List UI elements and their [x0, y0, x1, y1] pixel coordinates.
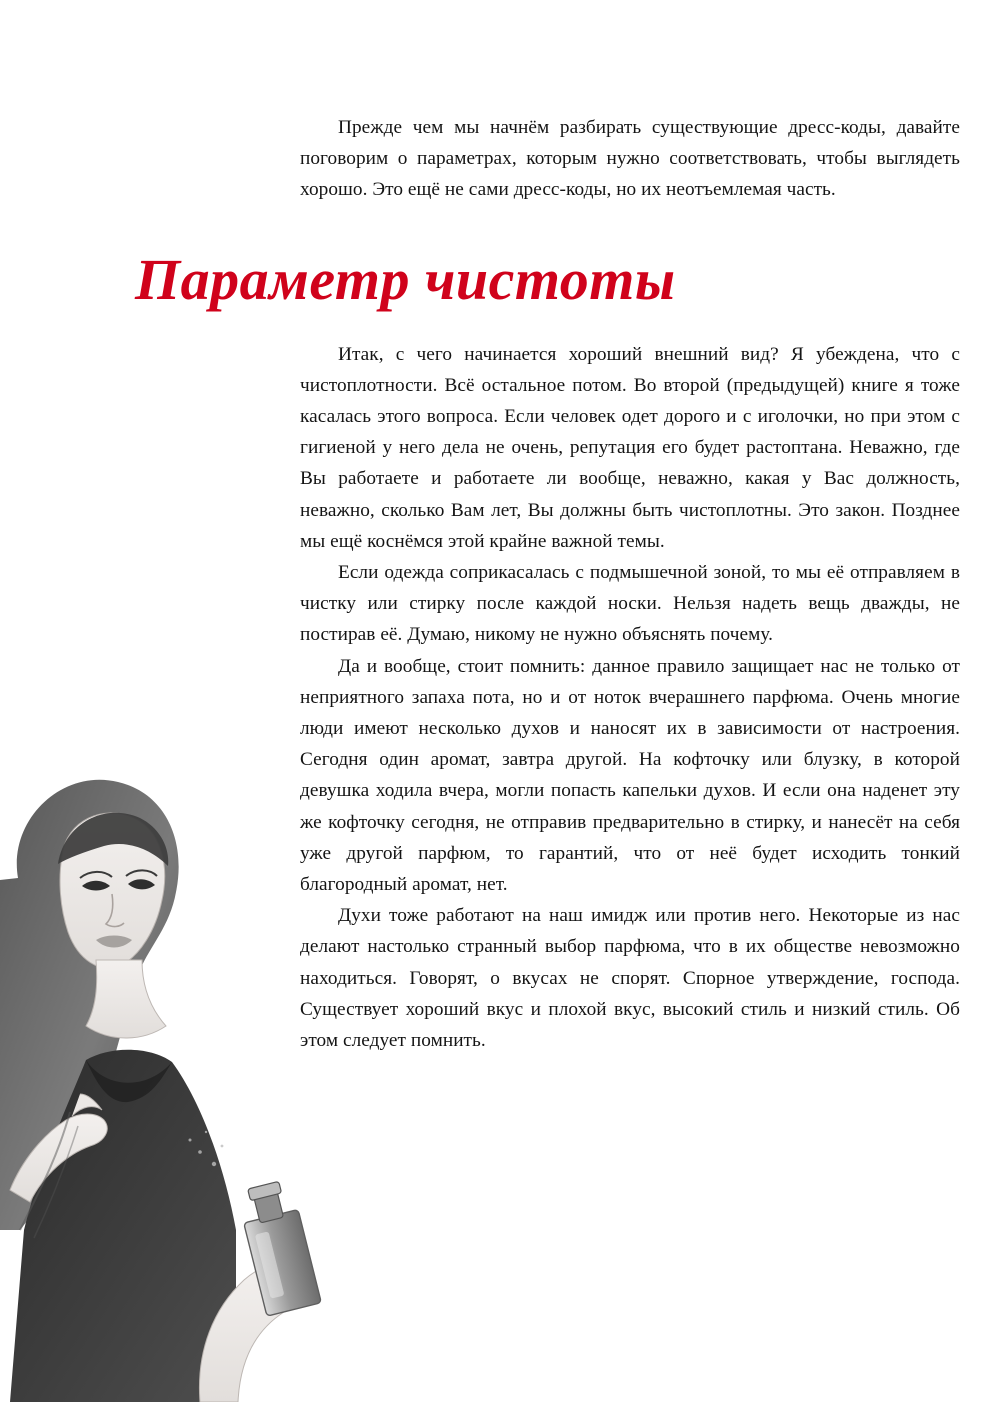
body-text [300, 339, 960, 1057]
body-paragraph: Итак, с чего начинается хороший внешний вид? Я убеждена, что с чистоплотности. Всё остальное потом. Во второй (предыдущей) книге я тоже касалась этого вопроса. Если человек одет дорого и с иголочки, но при этом с гигиеной у него дела не очень, репутация его будет растоптана. Неважно, где Вы работаете и работаете ли вообще, неважно, какая у Вас должность, неважно, сколько Вам лет, Вы должны быть чистоплотны. Это закон. Позднее мы ещё коснёмся этой крайне важной темы. [300, 343, 960, 552]
page-title: Параметр чистоты [135, 246, 676, 312]
intro-paragraph: Прежде чем мы начнём разбирать существующие дресс-коды, давайте поговорим о параметрах, которым нужно соответствовать, чтобы выглядеть хорошо. Это ещё не сами дресс-коды, но их неотъемлемая часть. [300, 117, 960, 201]
body-paragraph: Духи тоже работают на наш имидж или против него. Некоторые из нас делают настолько странный выбор парфюма, что в их обществе невозможно находиться. Говорят, о вкусах не спорят. Спорное утверждение, господа. Существует хороший вкус и плохой вкус, высокий стиль и низкий стиль. Об этом следует помнить. [300, 905, 960, 1051]
text-column [135, 112, 960, 1056]
woman-spraying-perfume-illustration [0, 760, 330, 1402]
body-paragraph: Если одежда соприкасалась с подмышечной зоной, то мы её отправляем в чистку или стирку после каждой носки. Нельзя надеть вещь дважды, не постирав её. Думаю, никому не нужно объяснять почему. [300, 561, 960, 646]
body-paragraph: Да и вообще, стоит помнить: данное правило защищает нас не только от неприятного запаха пота, но и от ноток вчерашнего парфюма. Очень многие люди имеют несколько духов и наносят их в зависимости от настроения. Сегодня один аромат, завтра другой. На кофточку или блузку, в которой девушка ходила вчера, могли попасть капельки духов. И если она наденет эту же кофточку сегодня, не отправив предварительно в стирку, и нанесёт на себя уже другой парфюм, то гарантий, что от неё будет исходить тонкий благородный аромат, нет. [300, 655, 960, 895]
